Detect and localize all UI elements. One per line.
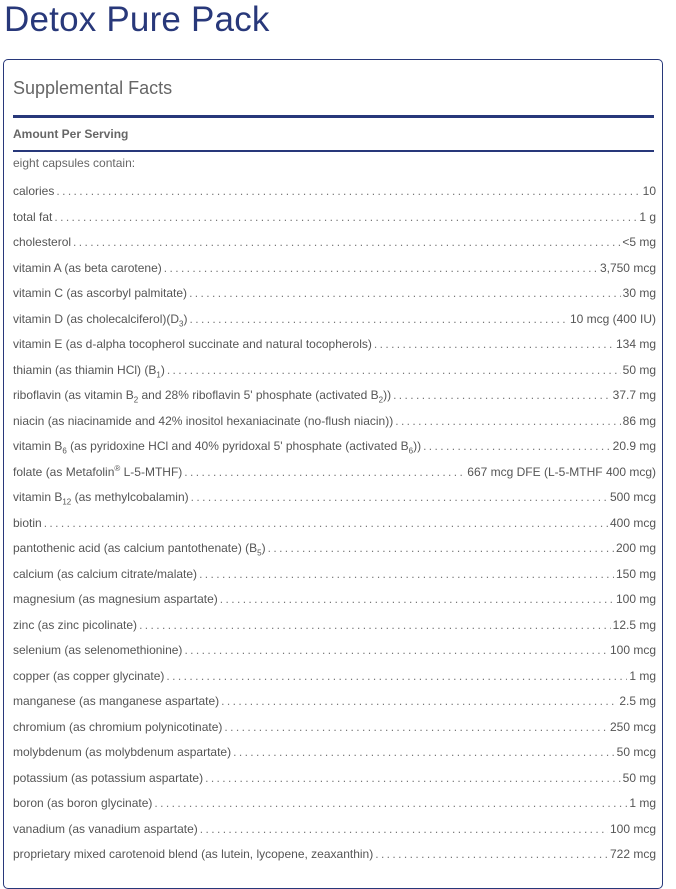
nutrient-name-part: (as pyridoxine HCl and 40% pyridoxal 5' phosphate (activated B — [66, 439, 409, 453]
nutrient-name-part: and 28% riboflavin 5' phosphate (activated B — [138, 388, 379, 402]
nutrient-amount: 1 mg — [629, 668, 656, 683]
nutrient-name — [13, 413, 393, 429]
nutrient-name-part: pantothenic acid (as calcium pantothenate) (B — [13, 541, 258, 555]
dot-leader — [220, 591, 614, 607]
nutrient-name — [13, 744, 231, 760]
nutrient-row — [13, 719, 656, 745]
dot-leader — [73, 234, 620, 250]
nutrient-name-part: calcium (as calcium citrate/malate) — [13, 566, 198, 581]
nutrient-amount: 250 mcg — [609, 719, 656, 734]
dot-leader — [199, 566, 614, 582]
nutrient-name — [13, 234, 71, 250]
supplement-facts-panel — [3, 59, 663, 889]
nutrient-amount: 500 mcg — [609, 490, 656, 504]
nutrient-name — [13, 719, 222, 735]
nutrient-amount: 10 mcg (400 IU) — [569, 311, 656, 326]
nutrient-name-part: manganese (as manganese aspartate) — [13, 694, 220, 708]
nutrient-amount: 30 mg — [622, 286, 656, 300]
nutrient-row — [13, 515, 656, 541]
nutrient-name — [13, 387, 391, 403]
dot-leader — [184, 464, 465, 480]
nutrient-row — [13, 464, 656, 490]
nutrient-row — [13, 489, 656, 515]
nutrient-name-part: folate (as Metafolin — [13, 464, 115, 479]
nutrient-name-part: ) — [160, 362, 165, 377]
subscript: 5 — [257, 548, 262, 558]
dot-leader — [393, 387, 611, 403]
nutrient-name-part: selenium (as selenomethionine) — [13, 643, 183, 657]
nutrient-row — [13, 311, 656, 337]
subscript: 6 — [408, 446, 414, 456]
page-title: Detox Pure Pack — [4, 0, 270, 39]
dot-leader — [224, 719, 608, 735]
subscript: 12 — [62, 497, 72, 507]
nutrient-name-part: zinc (as zinc picolinate) — [13, 617, 138, 632]
nutrient-name-part: vanadium (as vanadium aspartate) — [13, 821, 198, 836]
nutrient-row — [13, 362, 656, 388]
dot-leader — [190, 311, 568, 327]
nutrient-name — [13, 540, 266, 556]
nutrient-name — [13, 617, 137, 633]
nutrient-amount: 134 mg — [615, 337, 656, 351]
nutrient-amount: 150 mg — [615, 566, 656, 581]
nutrient-row — [13, 744, 656, 770]
nutrient-amount: 400 mcg — [609, 515, 656, 530]
nutrient-amount: 1 g — [639, 209, 656, 224]
dot-leader — [205, 770, 621, 786]
nutrient-amount: 10 — [642, 184, 656, 198]
nutrient-row — [13, 438, 656, 464]
nutrient-name-part: thiamin (as thiamin HCl) (B — [13, 362, 157, 377]
subscript: 3 — [179, 318, 184, 328]
nutrient-name — [13, 438, 421, 454]
nutrient-name — [13, 821, 198, 837]
subscript: 6 — [62, 446, 67, 456]
nutrient-row — [13, 795, 656, 821]
subscript: 1 — [156, 369, 161, 379]
nutrient-amount: 50 mg — [622, 770, 656, 785]
nutrient-name-part: (as methylcobalamin) — [71, 490, 189, 504]
dot-leader — [395, 413, 620, 429]
nutrient-name — [13, 668, 164, 684]
dot-leader — [268, 540, 614, 556]
nutrient-name-part: boron (as boron glycinate) — [13, 796, 153, 810]
nutrient-name-part: cholesterol — [13, 235, 72, 249]
nutrient-name — [13, 795, 152, 811]
nutrient-row — [13, 668, 656, 694]
nutrient-row — [13, 387, 656, 413]
nutrient-name-part: vitamin C (as ascorbyl palmitate) — [13, 286, 188, 300]
dot-leader — [221, 693, 617, 709]
nutrient-name — [13, 566, 197, 582]
nutrient-amount: 200 mg — [615, 541, 656, 555]
dot-leader — [56, 183, 640, 199]
subscript: 2 — [133, 395, 139, 405]
nutrient-amount: 100 mg — [615, 592, 656, 606]
dot-leader — [375, 846, 608, 862]
nutrient-amount: 100 mcg — [609, 821, 656, 836]
dot-leader — [166, 668, 627, 684]
dot-leader — [189, 285, 621, 301]
superscript: ® — [114, 463, 121, 473]
nutrient-row — [13, 693, 656, 719]
nutrient-name — [13, 489, 189, 505]
nutrient-name — [13, 311, 188, 327]
nutrient-amount: <5 mg — [622, 235, 656, 249]
dot-leader — [139, 617, 611, 633]
nutrient-row — [13, 234, 656, 260]
nutrient-name-part: proprietary mixed carotenoid blend (as lutein, lycopene, zeaxanthin) — [13, 847, 374, 861]
heading-divider — [13, 115, 654, 118]
nutrient-name — [13, 770, 203, 786]
nutrient-name-part: )) — [413, 439, 422, 453]
nutrient-name-part: vitamin A (as beta carotene) — [13, 260, 162, 275]
nutrient-amount: 50 mg — [622, 362, 656, 377]
subheading-divider — [13, 150, 654, 152]
nutrient-name — [13, 260, 162, 276]
nutrient-name — [13, 846, 373, 862]
nutrient-row — [13, 209, 656, 235]
nutrient-name-part: total fat — [13, 209, 53, 224]
nutrient-name-part: vitamin B — [13, 439, 63, 453]
dot-leader — [154, 795, 627, 811]
nutrient-name-part: ) — [261, 541, 266, 555]
nutrient-name-part: molybdenum (as molybdenum aspartate) — [13, 745, 232, 759]
nutrient-name — [13, 591, 218, 607]
dot-leader — [200, 821, 608, 837]
nutrient-amount: 1 mg — [629, 796, 656, 810]
nutrient-amount: 100 mcg — [609, 643, 656, 657]
dot-leader — [233, 744, 615, 760]
nutrient-row — [13, 183, 656, 209]
nutrient-name-part: )) — [383, 388, 392, 402]
nutrient-name — [13, 693, 219, 709]
dot-leader — [184, 642, 608, 658]
nutrient-amount: 37.7 mg — [612, 388, 656, 402]
nutrient-row — [13, 770, 656, 796]
nutrient-name-part: L-5-MTHF) — [120, 464, 183, 479]
nutrient-name-part: niacin (as niacinamide and 42% inositol hexaniacinate (no-flush niacin)) — [13, 413, 394, 428]
nutrient-row — [13, 413, 656, 439]
dot-leader — [423, 438, 611, 454]
nutrient-amount: 2.5 mg — [619, 694, 656, 708]
nutrient-amount: 12.5 mg — [612, 617, 656, 632]
nutrient-row — [13, 617, 656, 643]
nutrient-amount: 722 mcg — [609, 847, 656, 861]
nutrient-name — [13, 285, 187, 301]
amount-per-serving-label: Amount Per Serving — [13, 127, 129, 141]
nutrient-amount: 50 mcg — [616, 745, 656, 759]
nutrient-row — [13, 821, 656, 847]
serving-size-label: eight capsules contain: — [13, 156, 136, 170]
dot-leader — [167, 362, 621, 378]
nutrient-row — [13, 591, 656, 617]
dot-leader — [54, 209, 637, 225]
nutrient-name-part: magnesium (as magnesium aspartate) — [13, 592, 218, 606]
nutrient-name-part: potassium (as potassium aspartate) — [13, 770, 204, 785]
nutrient-name — [13, 464, 182, 480]
nutrient-name-part: chromium (as chromium polynicotinate) — [13, 719, 223, 734]
nutrient-name-part: calories — [13, 184, 55, 198]
nutrient-row — [13, 642, 656, 668]
nutrient-amount: 20.9 mg — [612, 439, 656, 453]
dot-leader — [164, 260, 598, 276]
nutrient-name — [13, 183, 54, 199]
nutrient-name — [13, 336, 372, 352]
nutrient-name — [13, 209, 52, 225]
nutrient-name-part: ) — [183, 311, 188, 326]
nutrient-row — [13, 285, 656, 311]
dot-leader — [191, 489, 608, 505]
nutrient-amount: 3,750 mcg — [599, 260, 656, 275]
nutrient-row — [13, 336, 656, 362]
nutrient-name-part: copper (as copper glycinate) — [13, 668, 165, 683]
nutrient-row — [13, 846, 656, 872]
subscript: 2 — [378, 395, 384, 405]
nutrient-list — [13, 183, 656, 872]
nutrient-name-part: biotin — [13, 515, 42, 530]
nutrient-name-part: vitamin B — [13, 490, 63, 504]
panel-title: Supplemental Facts — [13, 78, 173, 98]
nutrient-amount: 86 mg — [622, 413, 656, 428]
nutrient-name-part: vitamin E (as d-alpha tocopherol succinate and natural tocopherols) — [13, 337, 372, 351]
nutrient-name — [13, 362, 165, 378]
nutrient-row — [13, 540, 656, 566]
nutrient-row — [13, 566, 656, 592]
nutrient-amount: 667 mcg DFE (L-5-MTHF 400 mcg) — [467, 464, 656, 479]
dot-leader — [44, 515, 608, 531]
dot-leader — [374, 336, 614, 352]
nutrient-row — [13, 260, 656, 286]
nutrient-name-part: vitamin D (as cholecalciferol)(D — [13, 311, 180, 326]
nutrient-name-part: riboflavin (as vitamin B — [13, 388, 134, 402]
nutrient-name — [13, 515, 42, 531]
nutrient-name — [13, 642, 182, 658]
